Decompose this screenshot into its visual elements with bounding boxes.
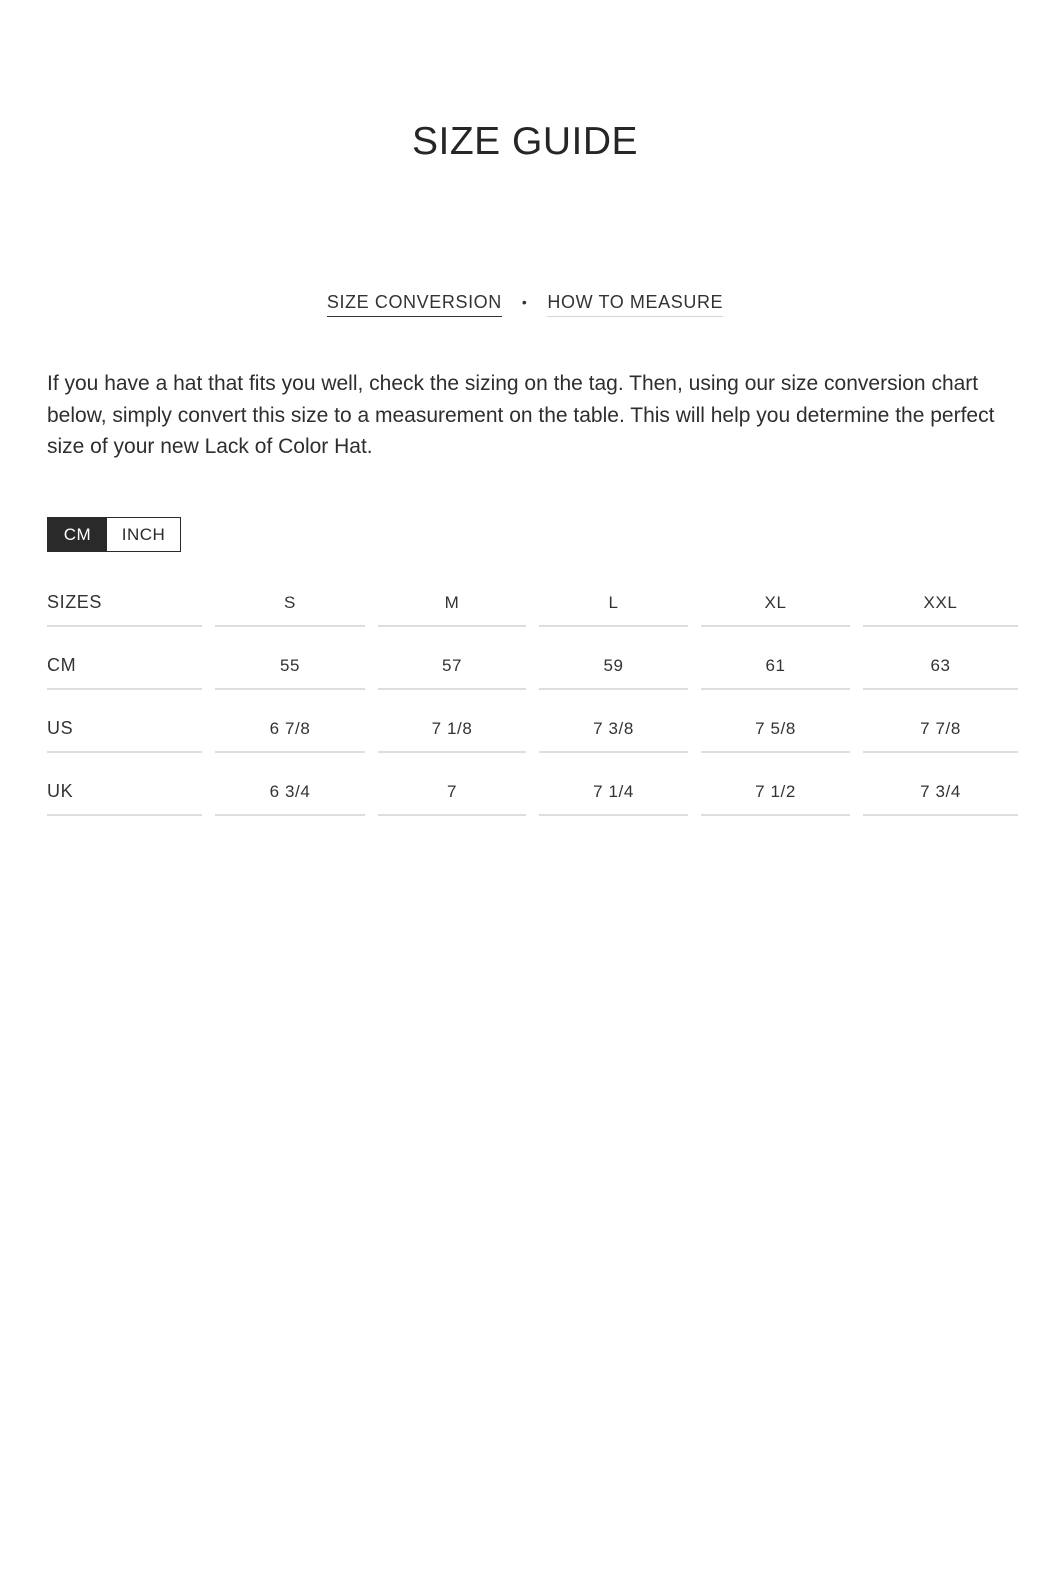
tab-separator: •	[521, 293, 528, 310]
table-row-us-label: US	[47, 706, 202, 753]
table-header-sizes: SIZES	[47, 580, 202, 627]
tab-how-to-measure[interactable]: HOW TO MEASURE	[547, 292, 723, 317]
table-cell: 7 3/8	[539, 706, 688, 753]
table-cell: 57	[378, 643, 526, 690]
table-cell: 7	[378, 769, 526, 816]
table-header-m: M	[378, 580, 526, 627]
unit-cm-button[interactable]: CM	[48, 518, 107, 551]
table-header-s: S	[215, 580, 365, 627]
table-cell: 7 1/4	[539, 769, 688, 816]
table-row-uk-label: UK	[47, 769, 202, 816]
table-cell: 61	[701, 643, 850, 690]
size-conversion-table	[47, 580, 1019, 830]
table-cell: 7 1/8	[378, 706, 526, 753]
unit-toggle	[47, 517, 181, 552]
table-cell: 63	[863, 643, 1018, 690]
unit-inch-button[interactable]: INCH	[107, 518, 180, 551]
table-cell: 6 3/4	[215, 769, 365, 816]
table-header-xl: XL	[701, 580, 850, 627]
table-header-l: L	[539, 580, 688, 627]
table-cell: 6 7/8	[215, 706, 365, 753]
table-row-cm-label: CM	[47, 643, 202, 690]
intro-text: If you have a hat that fits you well, check the sizing on the tag. Then, using our size conversion chart below, simply convert this size to a measurement on the table. This will help you determine the perfect size of your new Lack of Color Hat.	[47, 372, 995, 458]
table-cell: 7 5/8	[701, 706, 850, 753]
table-cell: 55	[215, 643, 365, 690]
table-cell: 7 7/8	[863, 706, 1018, 753]
table-header-xxl: XXL	[863, 580, 1018, 627]
size-guide-tabs	[0, 292, 1050, 317]
tab-size-conversion[interactable]: SIZE CONVERSION	[327, 292, 502, 317]
table-cell: 7 1/2	[701, 769, 850, 816]
page-title: SIZE GUIDE	[411, 120, 639, 163]
table-cell: 59	[539, 643, 688, 690]
table-cell: 7 3/4	[863, 769, 1018, 816]
